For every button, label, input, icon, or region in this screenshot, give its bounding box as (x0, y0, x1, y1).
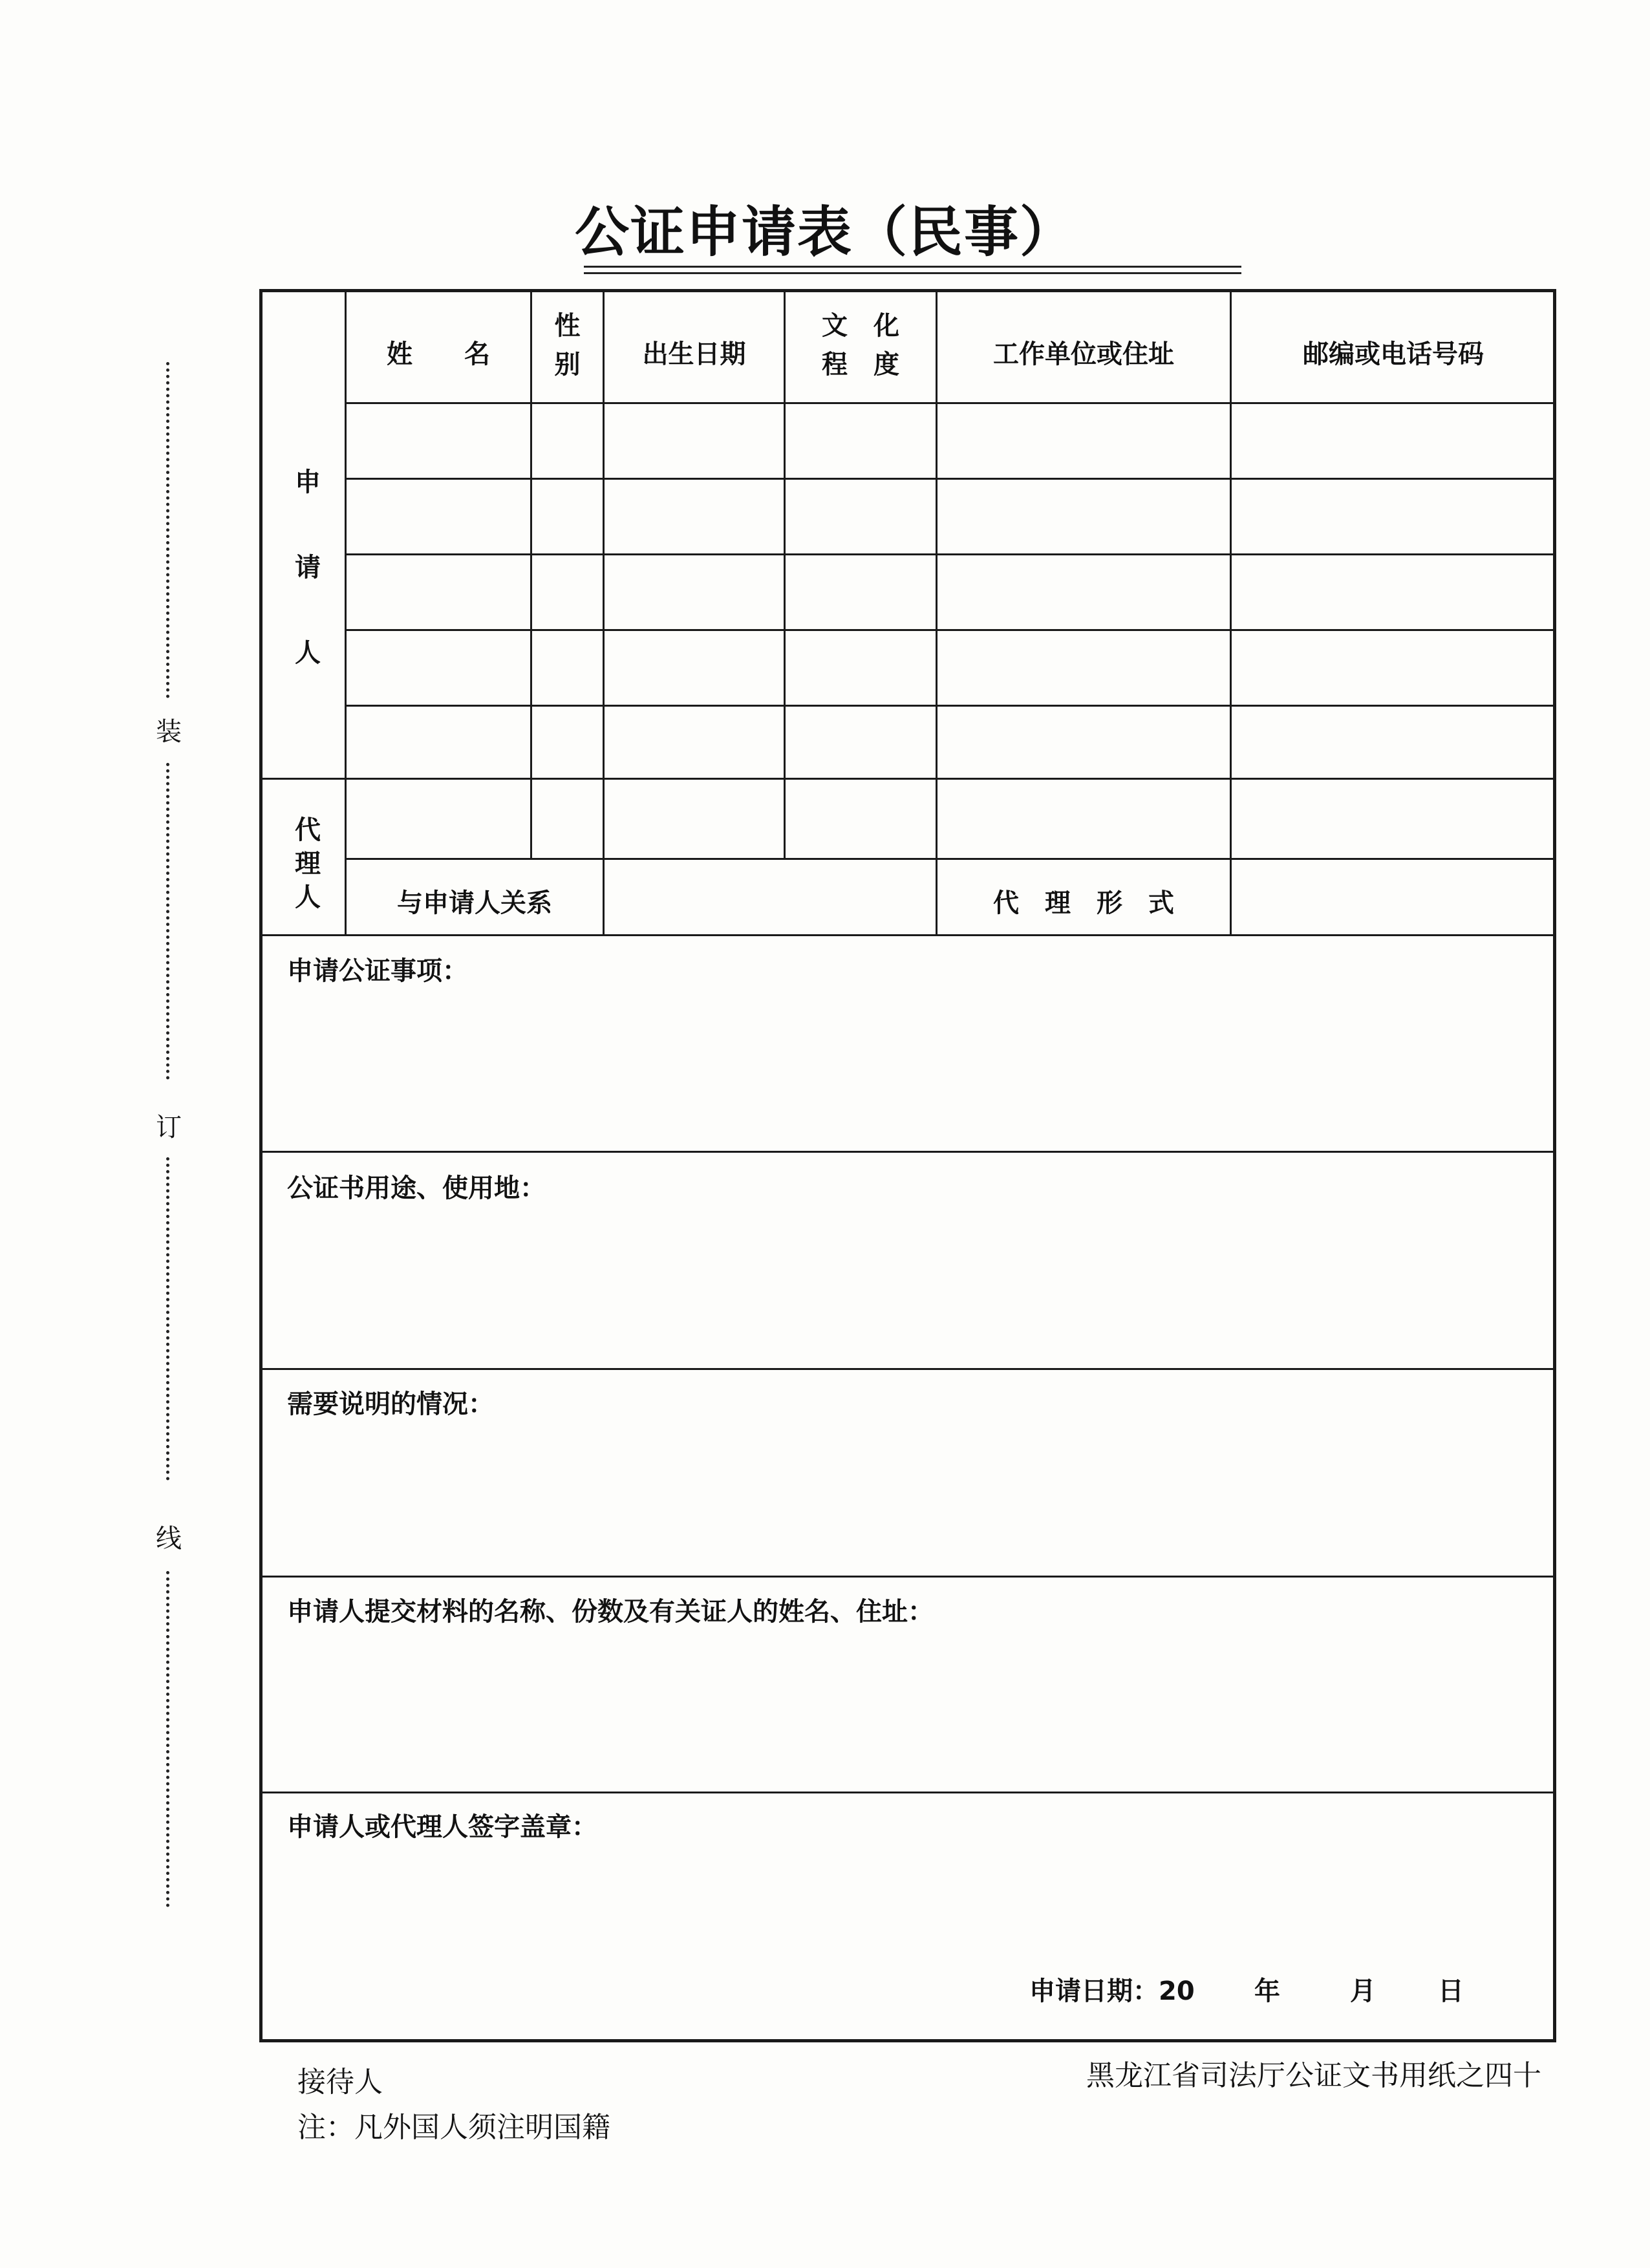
agency-form-input[interactable] (1232, 860, 1555, 934)
header-education: 文 化 程 度 (822, 311, 899, 380)
binding-dotted-line (166, 362, 169, 698)
applicant-row-2[interactable] (347, 480, 1555, 553)
materials-label: 申请人提交材料的名称、份数及有关证人的姓名、住址： (287, 1597, 934, 1627)
binding-label-middle: 订 (156, 1113, 182, 1142)
header-name: 姓 名 (387, 339, 490, 369)
applicant-row-1[interactable] (347, 404, 1555, 478)
date-month-label: 月 (1350, 1976, 1376, 2006)
applicant-row-5[interactable] (347, 707, 1555, 778)
binding-label-bottom: 线 (156, 1524, 182, 1554)
explanation-label: 需要说明的情况： (287, 1389, 494, 1419)
section-line (261, 1151, 1555, 1153)
relation-label: 与申请人关系 (397, 888, 552, 918)
usage-input[interactable] (261, 1206, 1555, 1368)
title-underline (584, 266, 1241, 268)
receiver-label: 接待人 (297, 2066, 383, 2099)
binding-dotted-line (166, 1571, 169, 1907)
page-title: 公证申请表（民事） (574, 200, 1075, 264)
relation-input[interactable] (605, 860, 936, 934)
header-birth-date: 出生日期 (642, 339, 746, 369)
agency-form-label: 代 理 形 式 (993, 888, 1174, 918)
form-id: 黑龙江省司法厅公证文书用纸之四十 (1086, 2059, 1541, 2092)
explanation-input[interactable] (261, 1422, 1555, 1576)
header-gender: 性 别 (554, 311, 581, 380)
matters-label: 申请公证事项： (287, 956, 468, 986)
agent-label: 代 理 人 (295, 815, 321, 912)
section-line (261, 1792, 1555, 1793)
footer-note: 注：凡外国人须注明国籍 (297, 2111, 610, 2144)
materials-input[interactable] (261, 1630, 1555, 1792)
section-line (261, 1368, 1555, 1370)
header-work-address: 工作单位或住址 (993, 339, 1174, 369)
binding-label-top: 装 (156, 717, 182, 747)
usage-label: 公证书用途、使用地： (287, 1173, 546, 1203)
applicant-label: 申 请 人 (295, 467, 321, 668)
matters-input[interactable] (261, 989, 1555, 1151)
header-postcode-phone: 邮编或电话号码 (1303, 339, 1484, 369)
agent-row[interactable] (347, 780, 1555, 858)
signature-input[interactable] (261, 1845, 1555, 1962)
signature-label: 申请人或代理人签字盖章： (287, 1812, 597, 1842)
title-underline-2 (584, 272, 1241, 274)
applicant-row-3[interactable] (347, 555, 1555, 629)
binding-dotted-line (166, 1157, 169, 1481)
binding-dotted-line (166, 763, 169, 1080)
date-year-label: 年 (1254, 1976, 1280, 2006)
section-line (261, 1576, 1555, 1578)
grid-line (261, 934, 1555, 936)
date-label: 申请日期：20 (1029, 1976, 1195, 2006)
applicant-row-4[interactable] (347, 631, 1555, 705)
date-day-label: 日 (1438, 1976, 1464, 2006)
